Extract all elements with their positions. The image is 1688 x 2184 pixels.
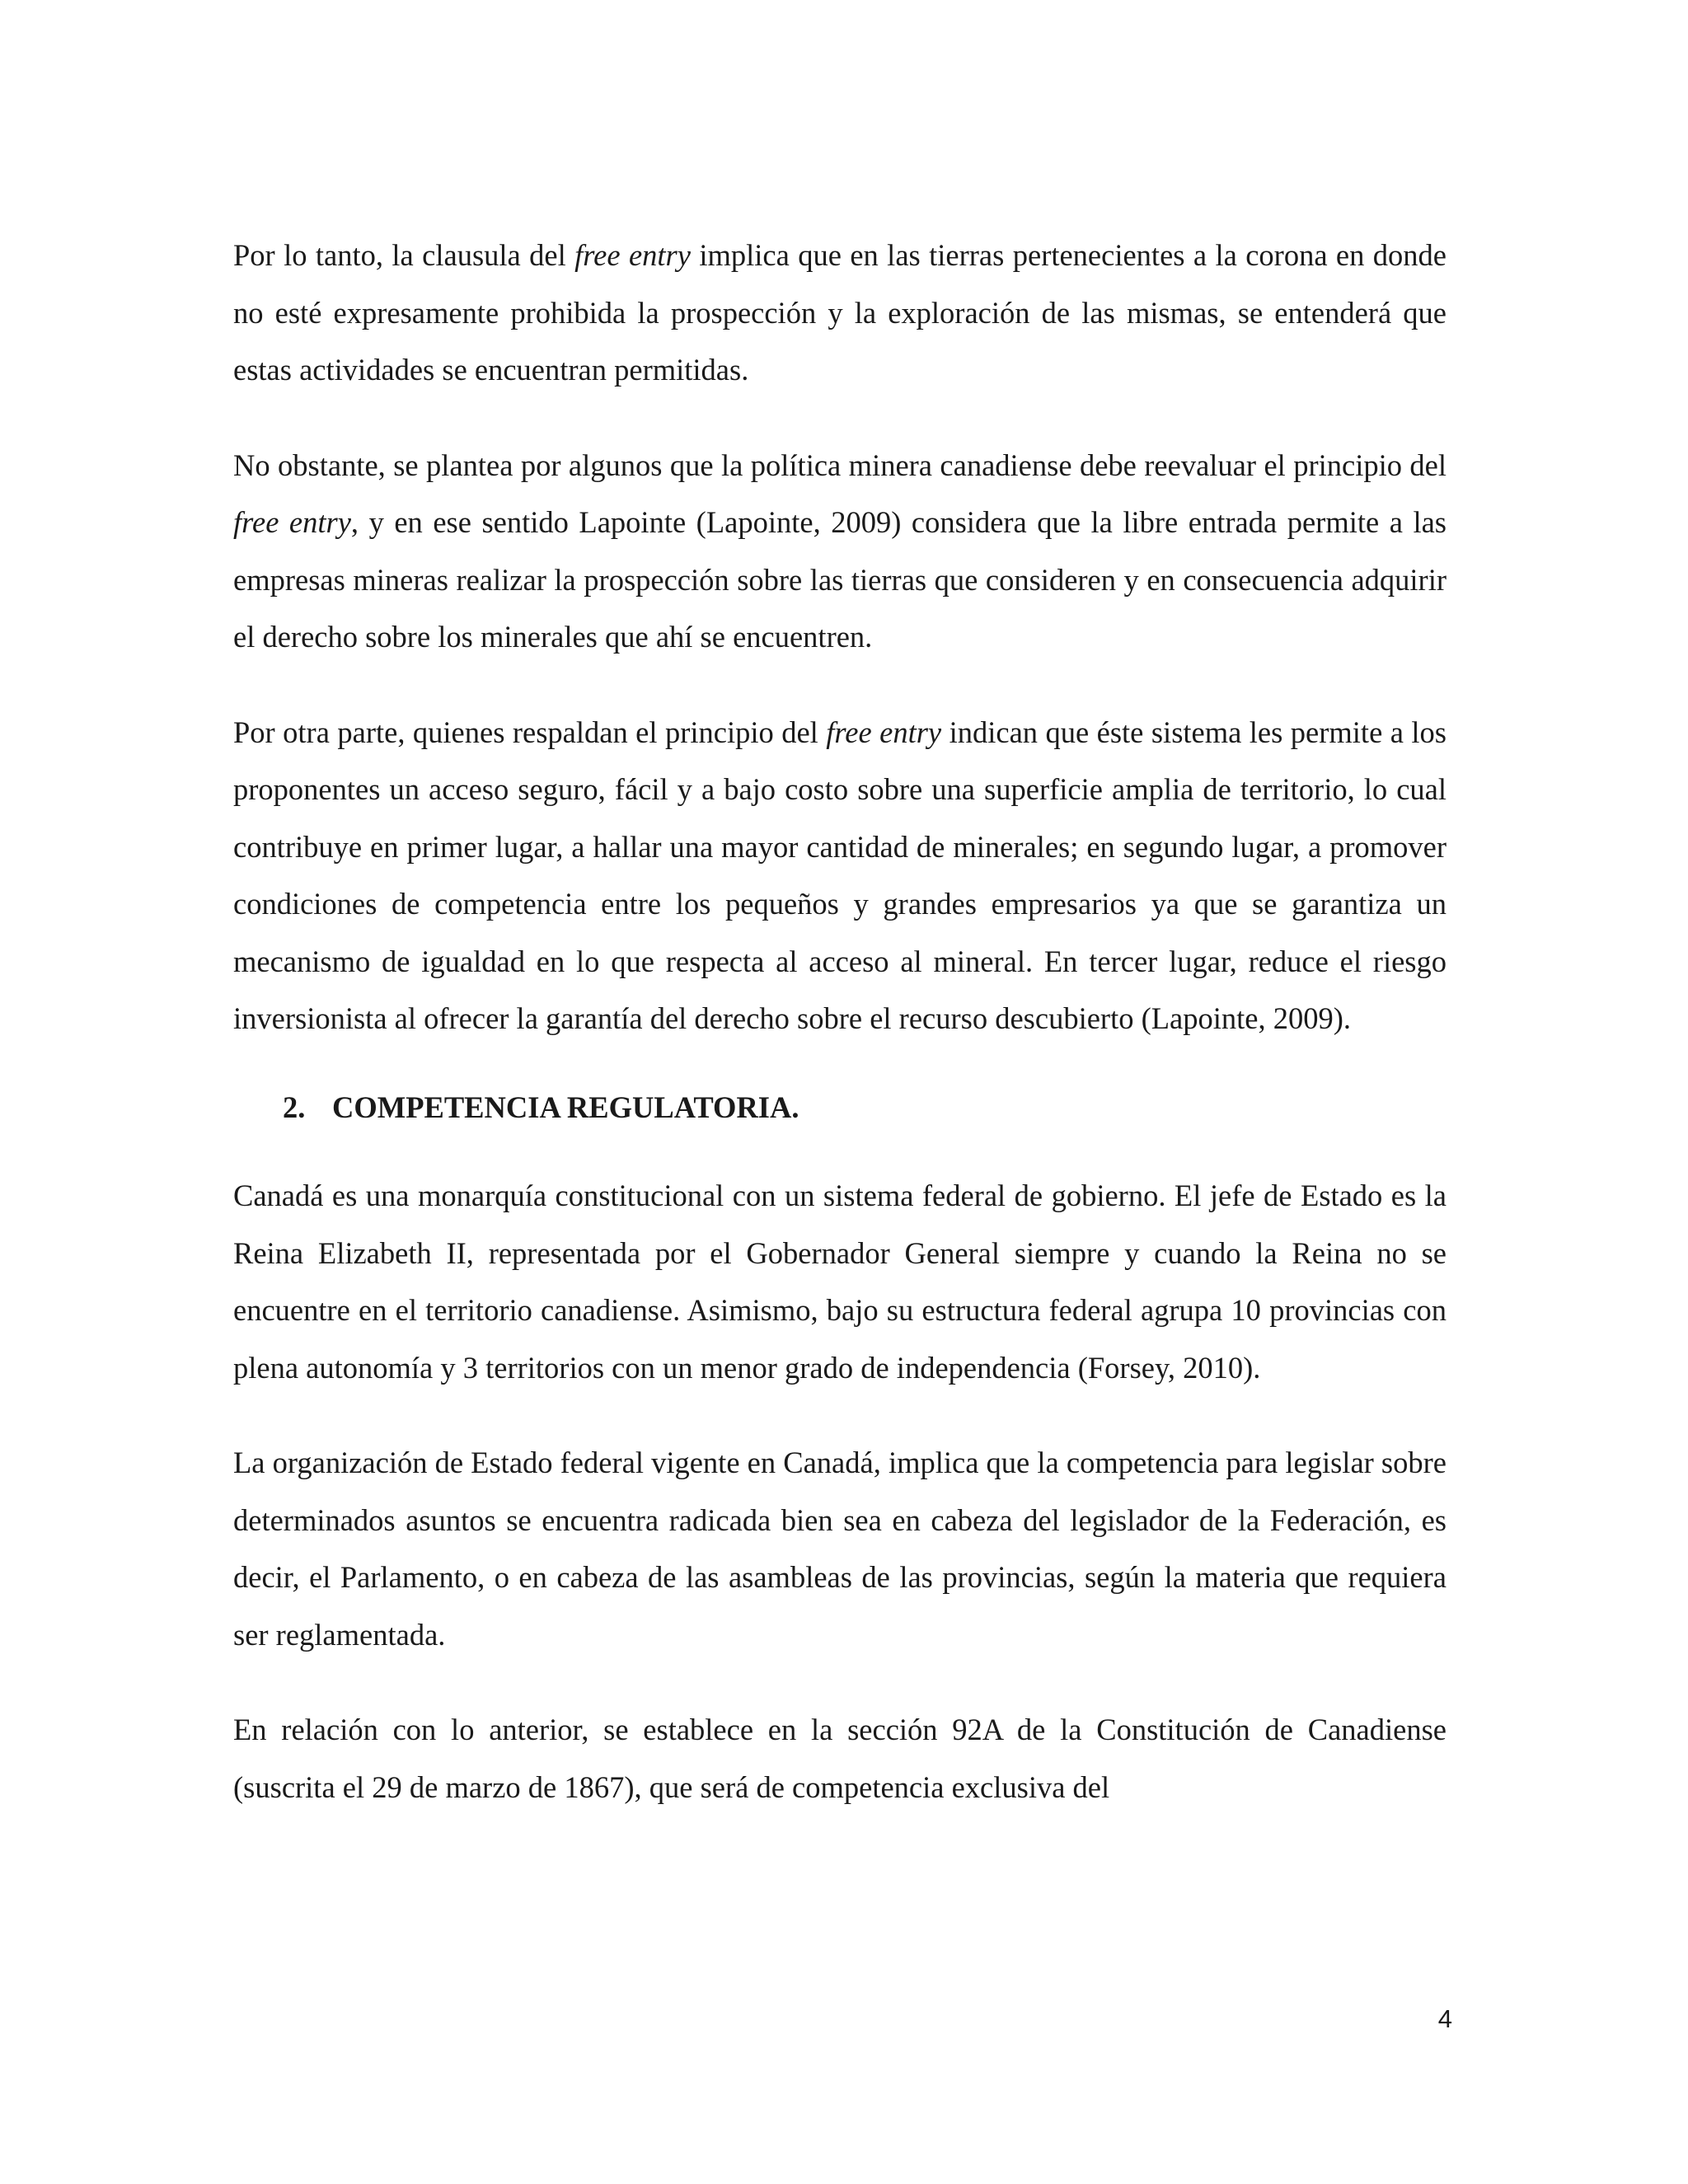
italic-term: free entry	[826, 715, 942, 749]
paragraph-free-entry-definition	[233, 227, 1447, 399]
italic-term: free entry	[574, 238, 691, 272]
paragraph-free-entry-support	[233, 704, 1447, 1047]
italic-term: free entry	[233, 505, 351, 539]
paragraph-text: implica que en las tierras pertenecientes a la corona en donde no esté expresamente prohibida la prospección y la exploración de las mismas, se entenderá que estas actividades se encuentran permitidas.	[233, 238, 1447, 387]
paragraph-text: indican que éste sistema les permite a los proponentes un acceso seguro, fácil y a bajo costo sobre una superficie amplia de territorio, lo cual contribuye en primer lugar, a hallar una mayor cantidad de minerales; en segundo lugar, a promover condiciones de competencia entre los pequeños y grandes empresarios ya que se garantiza un mecanismo de igualdad en lo que respecta al acceso al mineral. En tercer lugar, reduce el riesgo inversionista al ofrecer la garantía del derecho sobre el recurso descubierto (Lapointe, 2009).	[233, 715, 1447, 1035]
paragraph-text: , y en ese sentido Lapointe (Lapointe, 2009) considera que la libre entrada permite a las empresas mineras realizar la prospección sobre las tierras que consideren y en consecuencia adquirir el derecho sobre los minerales que ahí se encuentren.	[233, 505, 1447, 654]
paragraph-text: Por lo tanto, la clausula del	[233, 238, 575, 272]
paragraph-text: No obstante, se plantea por algunos que la política minera canadiense debe reevaluar el principio del	[233, 448, 1447, 482]
paragraph-federal-organization: La organización de Estado federal vigente en Canadá, implica que la competencia para legislar sobre determinados asuntos se encuentra radicada bien sea en cabeza del legislador de la Federación, es decir, el Parlamento, o en cabeza de las asambleas de las provincias, según la materia que requiera ser reglamentada.	[233, 1446, 1447, 1652]
section-number: 2.	[283, 1090, 306, 1124]
section-title: COMPETENCIA REGULATORIA.	[332, 1090, 799, 1124]
paragraph-free-entry-critique	[233, 437, 1447, 666]
section-heading	[283, 1079, 1447, 1137]
paragraph-canada-government: Canadá es una monarquía constitucional con un sistema federal de gobierno. El jefe de Estado es la Reina Elizabeth II, representada por el Gobernador General siempre y cuando la Reina no se encuentre en el territorio canadiense. Asimismo, bajo su estructura federal agrupa 10 provincias con plena autonomía y 3 territorios con un menor grado de independencia (Forsey, 2010).	[233, 1179, 1447, 1385]
paragraph-section-92a: En relación con lo anterior, se establece en la sección 92A de la Constitución de Canadiense (suscrita el 29 de marzo de 1867), que será de competencia exclusiva del	[233, 1713, 1447, 1804]
page-body	[233, 227, 1447, 1816]
page-number: 4	[1437, 2004, 1452, 2033]
paragraph-text: Por otra parte, quienes respaldan el principio del	[233, 715, 827, 749]
